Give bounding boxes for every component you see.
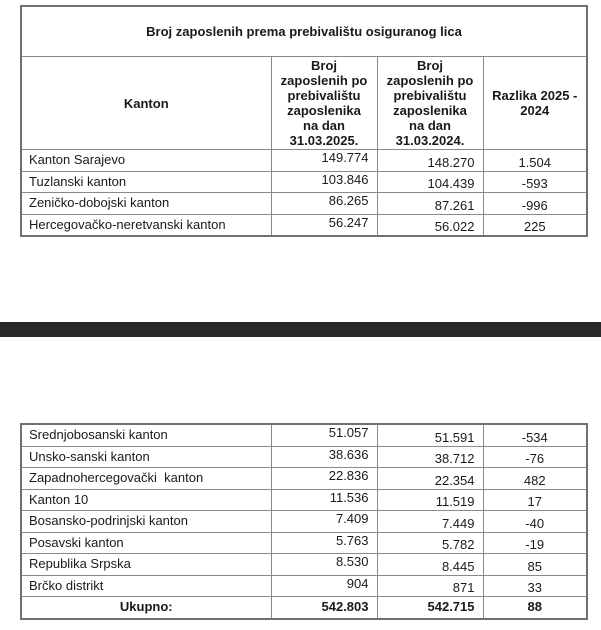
table-row — [21, 446, 587, 468]
cell-diff: 225 — [483, 214, 587, 236]
divider-bar — [0, 322, 601, 337]
table-row — [21, 171, 587, 193]
cell-kanton: Zapadnohercegovački kanton — [21, 468, 271, 490]
cell-kanton: Bosansko-podrinjski kanton — [21, 511, 271, 533]
table-row — [21, 468, 587, 490]
cell-kanton: Posavski kanton — [21, 532, 271, 554]
total-2025: 542.803 — [271, 597, 377, 619]
total-label: Ukupno: — [21, 597, 271, 619]
cell-diff: 17 — [483, 489, 587, 511]
table-title: Broj zaposlenih prema prebivalištu osiguranog lica — [21, 6, 587, 57]
cell-2025: 7.409 — [271, 511, 377, 533]
cell-diff: 482 — [483, 468, 587, 490]
cell-2025: 11.536 — [271, 489, 377, 511]
cell-kanton: Zeničko-dobojski kanton — [21, 193, 271, 215]
cell-2025: 86.265 — [271, 193, 377, 215]
cell-2025: 8.530 — [271, 554, 377, 576]
table-row — [21, 193, 587, 215]
cell-2025: 56.247 — [271, 214, 377, 236]
cell-2025: 5.763 — [271, 532, 377, 554]
total-row — [21, 597, 587, 619]
cell-2024: 148.270 — [377, 150, 483, 172]
table-row — [21, 575, 587, 597]
cell-kanton: Tuzlanski kanton — [21, 171, 271, 193]
cell-kanton: Brčko distrikt — [21, 575, 271, 597]
cell-2025: 38.636 — [271, 446, 377, 468]
cell-2025: 103.846 — [271, 171, 377, 193]
cell-kanton: Hercegovačko-neretvanski kanton — [21, 214, 271, 236]
cell-kanton: Srednjobosanski kanton — [21, 424, 271, 446]
cell-diff: -40 — [483, 511, 587, 533]
cell-2025: 51.057 — [271, 424, 377, 446]
cell-2024: 38.712 — [377, 446, 483, 468]
table-row — [21, 511, 587, 533]
header-razlika: Razlika 2025 - 2024 — [483, 57, 587, 150]
cell-diff: 85 — [483, 554, 587, 576]
cell-diff: 33 — [483, 575, 587, 597]
cell-kanton: Unsko-sanski kanton — [21, 446, 271, 468]
cell-kanton: Kanton 10 — [21, 489, 271, 511]
table-row — [21, 554, 587, 576]
cell-2025: 149.774 — [271, 150, 377, 172]
table-row — [21, 489, 587, 511]
cell-2024: 104.439 — [377, 171, 483, 193]
total-diff: 88 — [483, 597, 587, 619]
cell-2024: 11.519 — [377, 489, 483, 511]
cell-2024: 7.449 — [377, 511, 483, 533]
cell-2024: 871 — [377, 575, 483, 597]
cell-2025: 22.836 — [271, 468, 377, 490]
employment-table-bottom — [20, 423, 588, 620]
table-row — [21, 150, 587, 172]
cell-2024: 8.445 — [377, 554, 483, 576]
cell-2024: 51.591 — [377, 424, 483, 446]
employment-table-top — [20, 5, 588, 237]
cell-diff: -19 — [483, 532, 587, 554]
total-2024: 542.715 — [377, 597, 483, 619]
cell-diff: -593 — [483, 171, 587, 193]
header-2024: Broj zaposlenih po prebivalištu zaposlenika na dan 31.03.2024. — [377, 57, 483, 150]
cell-diff: -76 — [483, 446, 587, 468]
cell-2024: 5.782 — [377, 532, 483, 554]
header-kanton: Kanton — [21, 57, 271, 150]
cell-diff: -534 — [483, 424, 587, 446]
cell-kanton: Republika Srpska — [21, 554, 271, 576]
table-row — [21, 424, 587, 446]
table-row — [21, 532, 587, 554]
cell-2025: 904 — [271, 575, 377, 597]
cell-2024: 87.261 — [377, 193, 483, 215]
cell-kanton: Kanton Sarajevo — [21, 150, 271, 172]
cell-2024: 22.354 — [377, 468, 483, 490]
cell-2024: 56.022 — [377, 214, 483, 236]
header-2025: Broj zaposlenih po prebivalištu zaposlenika na dan 31.03.2025. — [271, 57, 377, 150]
table-row — [21, 214, 587, 236]
cell-diff: -996 — [483, 193, 587, 215]
cell-diff: 1.504 — [483, 150, 587, 172]
